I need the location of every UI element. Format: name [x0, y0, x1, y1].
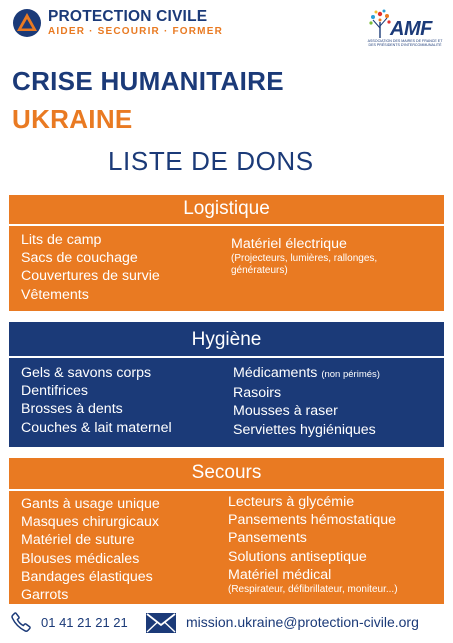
email-address[interactable]: mission.ukraine@protection-civile.org: [186, 614, 419, 630]
list-item: Matériel de suture: [21, 532, 135, 549]
section-title: Secours: [191, 462, 262, 483]
list-item: Garrots: [21, 587, 69, 604]
section-title: Hygiène: [191, 329, 262, 350]
section-divider: [9, 356, 444, 358]
list-item: Masques chirurgicaux: [21, 514, 159, 531]
list-item: Vêtements: [21, 286, 89, 303]
list-item: Couvertures de survie: [21, 268, 160, 285]
list-item: Rasoirs: [233, 385, 282, 402]
section-logistique: [9, 195, 444, 311]
list-item: Pansements hémostatique: [228, 512, 396, 529]
contact-footer: [0, 608, 453, 643]
org-name: PROTECTION CIVILE: [48, 8, 208, 26]
list-item: Pansements: [228, 530, 307, 547]
list-item: Matériel électrique: [231, 236, 347, 252]
list-item: Gels & savons corps: [21, 365, 152, 381]
list-item: Bandages élastiques: [21, 568, 153, 585]
amf-tree-icon: [368, 8, 392, 40]
secours-right-list: [228, 493, 398, 596]
list-item-note: (Projecteurs, lumières, rallonges,: [231, 253, 378, 265]
list-item: Blouses médicales: [21, 550, 140, 567]
title-ukraine: UKRAINE: [12, 104, 133, 134]
list-item: Gants à usage unique: [21, 496, 160, 512]
logistique-right-list: [231, 235, 377, 277]
list-item-note: générateurs): [231, 265, 288, 277]
list-item-label: Médicaments: [233, 365, 318, 381]
list-item: Lecteurs à glycémie: [228, 494, 355, 510]
list-item: [233, 364, 380, 384]
envelope-icon: [146, 613, 176, 633]
amf-logo: [366, 6, 444, 48]
list-item: Solutions antiseptique: [228, 548, 367, 565]
section-secours: [9, 458, 444, 604]
list-item: Lits de camp: [21, 232, 102, 248]
title-crise-humanitaire: CRISE HUMANITAIRE: [12, 66, 284, 96]
list-item: Matériel médical: [228, 566, 332, 583]
section-divider: [9, 224, 444, 226]
protection-civile-logo: [12, 8, 223, 38]
title-liste-de-dons: LISTE DE DONS: [108, 146, 314, 176]
secours-left-list: [21, 495, 160, 604]
list-item-note: (non périmés): [321, 369, 380, 380]
list-item: Serviettes hygiéniques: [233, 421, 376, 438]
protection-civile-emblem-icon: [12, 8, 42, 38]
page-header: [0, 0, 453, 190]
phone-icon: [10, 611, 32, 633]
list-item: Brosses à dents: [21, 401, 123, 418]
list-item: Sacs de couchage: [21, 250, 138, 267]
section-title: Logistique: [183, 198, 270, 219]
amf-tagline: ASSOCIATION DES MAIRES DE FRANCE ET DES PRÉSIDENTS D'INTERCOMMUNALITÉ: [367, 39, 443, 47]
logistique-left-list: [21, 231, 160, 304]
section-divider: [9, 489, 444, 491]
list-item-note: (Respirateur, défibrillateur, moniteur...): [228, 584, 398, 596]
list-item: Couches & lait maternel: [21, 419, 172, 436]
amf-wordmark: AMF: [390, 18, 432, 40]
org-tagline: AIDER · SECOURIR · FORMER: [48, 25, 223, 37]
hygiene-right-list: [233, 364, 380, 439]
hygiene-left-list: [21, 364, 172, 437]
list-item: Dentifrices: [21, 383, 89, 400]
section-hygiene: [9, 322, 444, 447]
list-item: Mousses à raser: [233, 403, 338, 420]
phone-number[interactable]: 01 41 21 21 21: [41, 615, 128, 630]
